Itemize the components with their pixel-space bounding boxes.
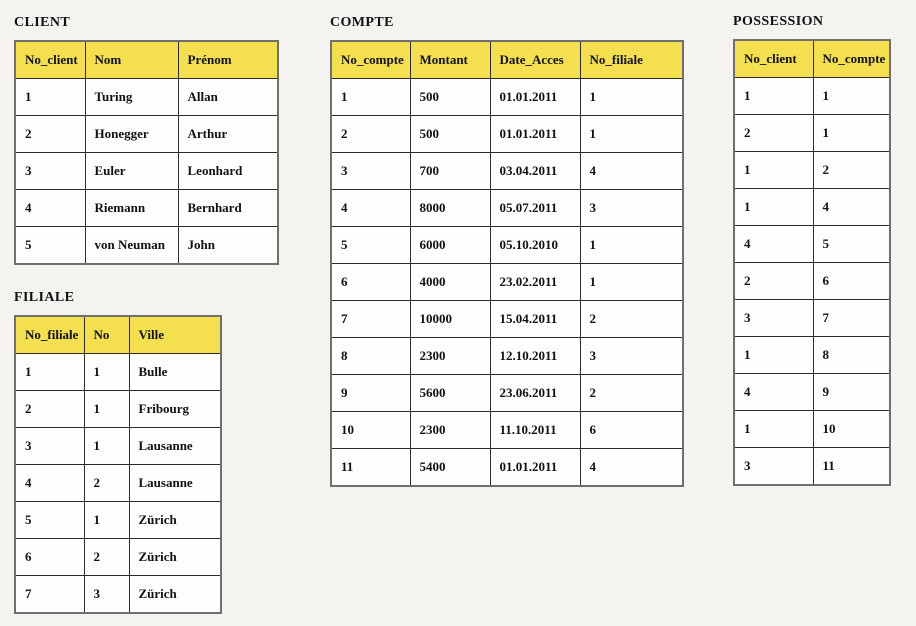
header-row: [15, 41, 278, 79]
table-cell: 6: [813, 263, 890, 300]
table-row: [331, 79, 683, 116]
table-cell: 4: [15, 190, 85, 227]
table-cell: 1: [734, 78, 813, 115]
table-cell: 3: [734, 300, 813, 337]
table-row: [331, 375, 683, 412]
table-title-compte: COMPTE: [330, 15, 394, 30]
table-cell: 4: [813, 189, 890, 226]
table-cell: 8: [813, 337, 890, 374]
table-cell: 3: [15, 153, 85, 190]
table-row: [331, 449, 683, 487]
table-cell: 1: [84, 428, 129, 465]
table-cell: Fribourg: [129, 391, 221, 428]
table-cell: 4000: [410, 264, 490, 301]
column-header: No_client: [15, 41, 85, 79]
table-cell: 3: [15, 428, 84, 465]
table-cell: 8: [331, 338, 410, 375]
table-row: [15, 502, 221, 539]
table-row: [15, 465, 221, 502]
table-cell: 1: [331, 79, 410, 116]
table-cell: 500: [410, 79, 490, 116]
table-cell: 23.06.2011: [490, 375, 580, 412]
table-row: [734, 411, 890, 448]
column-header: No_compte: [331, 41, 410, 79]
column-header: No_client: [734, 40, 813, 78]
table-cell: 4: [580, 449, 683, 487]
table-cell: 10000: [410, 301, 490, 338]
client-table-section: [14, 14, 279, 265]
table-cell: von Neuman: [85, 227, 178, 265]
table-cell: 2: [84, 539, 129, 576]
table-cell: 1: [813, 115, 890, 152]
table-row: [15, 227, 278, 265]
table-cell: 12.10.2011: [490, 338, 580, 375]
table-cell: 700: [410, 153, 490, 190]
table-cell: Leonhard: [178, 153, 278, 190]
column-header: Date_Acces: [490, 41, 580, 79]
table-row: [15, 153, 278, 190]
table-row: [734, 263, 890, 300]
header-row: [15, 316, 221, 354]
table-row: [734, 374, 890, 411]
column-header: No_compte: [813, 40, 890, 78]
table-row: [15, 116, 278, 153]
table-row: [734, 78, 890, 115]
table-row: [15, 391, 221, 428]
table-cell: Bernhard: [178, 190, 278, 227]
column-header: Nom: [85, 41, 178, 79]
table-cell: 2: [15, 116, 85, 153]
table-cell: 4: [331, 190, 410, 227]
table-cell: 7: [331, 301, 410, 338]
table-row: [15, 354, 221, 391]
table-title-possession: POSSESSION: [733, 14, 824, 29]
table-cell: 1: [15, 79, 85, 116]
table-cell: Zürich: [129, 576, 221, 614]
table-cell: 5: [813, 226, 890, 263]
table-cell: 7: [15, 576, 84, 614]
header-row: [331, 41, 683, 79]
table-row: [734, 300, 890, 337]
table-row: [331, 153, 683, 190]
table-cell: 9: [813, 374, 890, 411]
table-cell: 4: [15, 465, 84, 502]
table-cell: Bulle: [129, 354, 221, 391]
table-cell: 1: [580, 264, 683, 301]
table-cell: 05.07.2011: [490, 190, 580, 227]
table-row: [15, 190, 278, 227]
table-cell: Lausanne: [129, 465, 221, 502]
table-cell: 6: [15, 539, 84, 576]
table-row: [331, 338, 683, 375]
table-cell: 1: [734, 189, 813, 226]
table-cell: 23.02.2011: [490, 264, 580, 301]
table-cell: 03.04.2011: [490, 153, 580, 190]
table-cell: 5: [331, 227, 410, 264]
table-cell: 5: [15, 502, 84, 539]
table-cell: 01.01.2011: [490, 449, 580, 487]
table-cell: Honegger: [85, 116, 178, 153]
column-header: No_filiale: [15, 316, 84, 354]
column-header: Prénom: [178, 41, 278, 79]
table-cell: 01.01.2011: [490, 79, 580, 116]
table-row: [734, 189, 890, 226]
table-cell: 2: [734, 115, 813, 152]
table-cell: 11.10.2011: [490, 412, 580, 449]
column-header: No: [84, 316, 129, 354]
table-cell: 6000: [410, 227, 490, 264]
table-cell: Riemann: [85, 190, 178, 227]
filiale-table-section: [14, 289, 222, 614]
table-cell: 6: [580, 412, 683, 449]
table-cell: 1: [813, 78, 890, 115]
table-cell: Zürich: [129, 502, 221, 539]
table-row: [734, 115, 890, 152]
table-cell: Zürich: [129, 539, 221, 576]
table-row: [15, 79, 278, 116]
table-cell: 1: [84, 391, 129, 428]
table-row: [331, 190, 683, 227]
possession-table-section: [733, 13, 891, 486]
table-cell: 4: [734, 226, 813, 263]
compte-table: [330, 40, 684, 487]
table-cell: 3: [734, 448, 813, 486]
table-cell: 2300: [410, 338, 490, 375]
table-cell: 2: [580, 301, 683, 338]
table-row: [734, 226, 890, 263]
table-cell: 10: [331, 412, 410, 449]
table-cell: 2: [813, 152, 890, 189]
table-cell: 5600: [410, 375, 490, 412]
table-row: [15, 539, 221, 576]
table-cell: 1: [734, 337, 813, 374]
table-cell: 3: [84, 576, 129, 614]
table-cell: 3: [580, 338, 683, 375]
table-cell: 500: [410, 116, 490, 153]
table-row: [331, 264, 683, 301]
table-cell: 11: [331, 449, 410, 487]
header-row: [734, 40, 890, 78]
table-cell: 1: [734, 152, 813, 189]
table-cell: 9: [331, 375, 410, 412]
table-cell: 2: [331, 116, 410, 153]
table-row: [734, 448, 890, 486]
table-cell: Arthur: [178, 116, 278, 153]
table-cell: 01.01.2011: [490, 116, 580, 153]
table-cell: 7: [813, 300, 890, 337]
table-cell: 05.10.2010: [490, 227, 580, 264]
table-row: [15, 428, 221, 465]
table-cell: 10: [813, 411, 890, 448]
table-cell: 5400: [410, 449, 490, 487]
table-cell: 11: [813, 448, 890, 486]
compte-table-section: [330, 14, 684, 487]
column-header: Ville: [129, 316, 221, 354]
table-cell: 2: [84, 465, 129, 502]
table-cell: 2: [580, 375, 683, 412]
filiale-table: [14, 315, 222, 614]
table-cell: 1: [580, 79, 683, 116]
table-cell: Euler: [85, 153, 178, 190]
table-row: [331, 116, 683, 153]
table-cell: 3: [580, 190, 683, 227]
table-row: [734, 152, 890, 189]
column-header: No_filiale: [580, 41, 683, 79]
table-cell: 1: [84, 502, 129, 539]
table-cell: 5: [15, 227, 85, 265]
table-cell: 1: [580, 116, 683, 153]
possession-table: [733, 39, 891, 486]
column-header: Montant: [410, 41, 490, 79]
table-cell: Lausanne: [129, 428, 221, 465]
table-cell: 2300: [410, 412, 490, 449]
table-cell: John: [178, 227, 278, 265]
table-cell: Turing: [85, 79, 178, 116]
table-cell: 3: [331, 153, 410, 190]
table-title-client: CLIENT: [14, 15, 71, 30]
table-title-filiale: FILIALE: [14, 290, 75, 305]
table-cell: 2: [734, 263, 813, 300]
table-cell: 2: [15, 391, 84, 428]
table-row: [331, 227, 683, 264]
table-cell: 4: [580, 153, 683, 190]
table-row: [331, 301, 683, 338]
table-cell: 4: [734, 374, 813, 411]
table-cell: 8000: [410, 190, 490, 227]
table-cell: Allan: [178, 79, 278, 116]
table-cell: 1: [734, 411, 813, 448]
table-cell: 6: [331, 264, 410, 301]
table-cell: 1: [84, 354, 129, 391]
table-cell: 15.04.2011: [490, 301, 580, 338]
client-table: [14, 40, 279, 265]
table-row: [331, 412, 683, 449]
table-cell: 1: [15, 354, 84, 391]
table-cell: 1: [580, 227, 683, 264]
table-row: [734, 337, 890, 374]
table-row: [15, 576, 221, 614]
